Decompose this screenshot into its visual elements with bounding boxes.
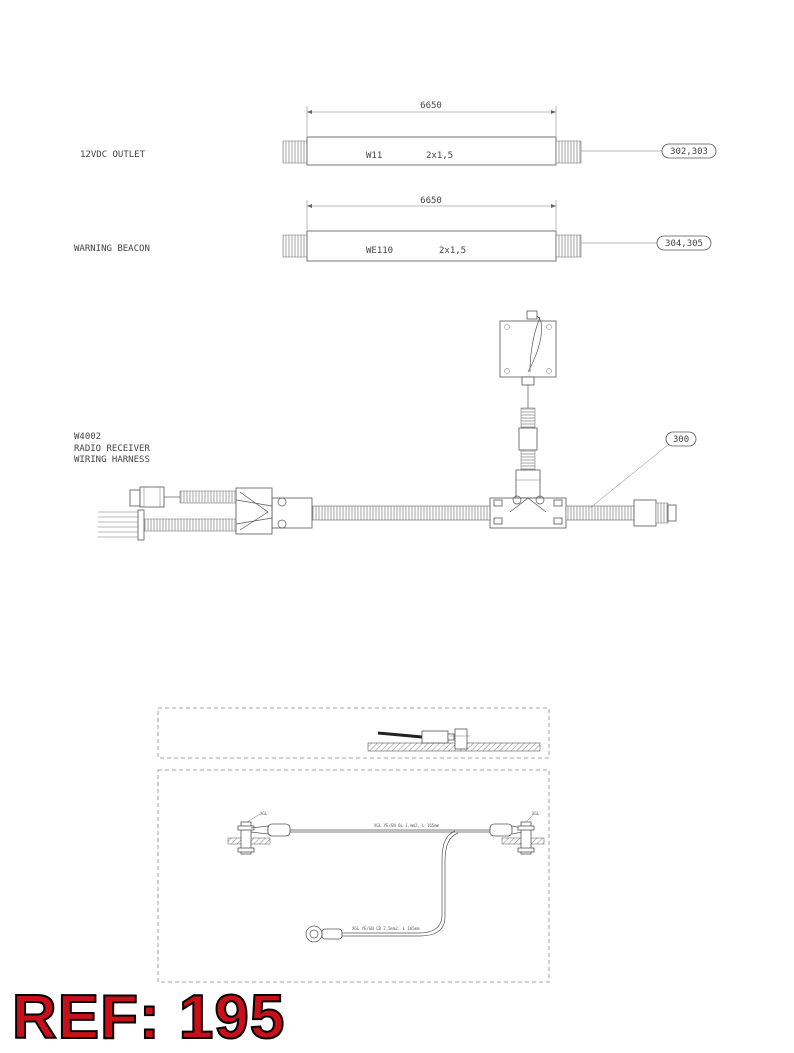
- dimension-line-1: [307, 101, 556, 136]
- detail-panel-bottom: [158, 770, 549, 982]
- cable-12vdc-outlet: [80, 101, 716, 165]
- right-connector: [556, 235, 581, 257]
- right-end-connector: [634, 500, 676, 526]
- loose-wires: [98, 510, 144, 540]
- dimension-line-2: [307, 196, 556, 230]
- bottom-wire-label: XGL YE/GN CB 2,5mm2, L 165mm: [352, 926, 420, 931]
- radio-receiver-harness: [74, 311, 696, 540]
- part-ref: 302,303: [670, 147, 708, 157]
- right-ground-stud: [490, 811, 544, 854]
- main-conduit: [312, 506, 490, 520]
- branch-plug: [130, 487, 164, 507]
- left-ground-stud: [228, 811, 290, 854]
- part-ref: 300: [672, 435, 690, 445]
- cable-label: WARNING BEACON: [74, 244, 150, 254]
- left-connector: [283, 235, 308, 257]
- cable-label: 12VDC OUTLET: [80, 150, 146, 160]
- detail-panel-top: [158, 708, 549, 758]
- ref-banner: REF: 195: [12, 983, 286, 1052]
- cable-spec: 2x1,5: [426, 151, 454, 161]
- left-connector: [283, 141, 308, 163]
- left-splitter: [236, 488, 312, 534]
- right-conduit: [566, 506, 634, 520]
- cable-body: [307, 231, 556, 261]
- harness-label-line2: RADIO RECEIVER: [74, 444, 150, 454]
- right-connector: [556, 141, 581, 163]
- dimension-value: 6650: [420, 196, 442, 206]
- cable-code: W11: [366, 151, 383, 161]
- cable-warning-beacon: [74, 196, 711, 261]
- harness-label-line3: WIRING HARNESS: [74, 455, 150, 465]
- dimension-value: 6650: [420, 101, 442, 111]
- ground-tag: XGL: [260, 811, 268, 816]
- cable-code: WE110: [366, 246, 394, 256]
- part-ref: 304,305: [665, 239, 703, 249]
- harness-label-line1: W4002: [74, 432, 102, 442]
- t-junction: [490, 496, 566, 528]
- ground-tag: XGL: [532, 811, 540, 816]
- receiver-box: [500, 311, 556, 385]
- ring-terminal: [306, 926, 342, 942]
- top-wire-label: XGL YE/GN 6L 1,mm2, L 165mm: [374, 823, 440, 828]
- cable-spec: 2x1,5: [439, 246, 467, 256]
